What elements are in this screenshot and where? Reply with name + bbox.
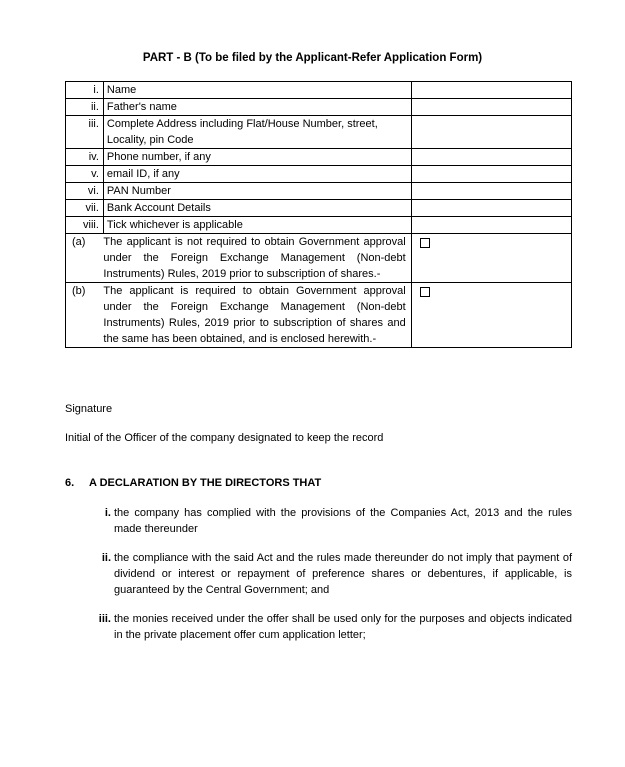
section-title: A DECLARATION BY THE DIRECTORS THAT: [89, 477, 322, 489]
row-number: vii.: [66, 200, 104, 217]
table-row: [66, 116, 572, 149]
row-number: vi.: [66, 183, 104, 200]
table-row: [66, 166, 572, 183]
item-number: ii.: [101, 552, 111, 564]
row-label: Phone number, if any: [103, 149, 411, 166]
table-row: [66, 200, 572, 217]
signature-label: Signature: [65, 403, 113, 415]
option-text: The applicant is not required to obtain Government approval under the Foreign Exchange Management (Non-debt Instruments) Rules, 2019 prior to subscription of shares.-: [103, 234, 411, 283]
item-text: the company has complied with the provisions of the Companies Act, 2013 and the rules made thereunder: [114, 507, 572, 535]
row-number: v.: [66, 166, 104, 183]
row-number: ii.: [66, 99, 104, 116]
phone-value-cell[interactable]: [411, 149, 571, 166]
option-number: (b): [66, 283, 104, 348]
row-label: PAN Number: [103, 183, 411, 200]
table-row: [66, 149, 572, 166]
row-number: iii.: [66, 116, 104, 149]
row-number: i.: [66, 82, 104, 99]
email-value-cell[interactable]: [411, 166, 571, 183]
item-number: iii.: [98, 613, 111, 625]
row-label: Tick whichever is applicable: [103, 217, 411, 234]
table-row: [66, 183, 572, 200]
section-number: 6.: [65, 477, 75, 489]
table-row: [66, 99, 572, 116]
row-label: Father's name: [103, 99, 411, 116]
row-label: email ID, if any: [103, 166, 411, 183]
option-row-a: [66, 234, 572, 283]
name-value-cell[interactable]: [411, 82, 571, 99]
row-number: iv.: [66, 149, 104, 166]
officer-initial-label: Initial of the Officer of the company designated to keep the record: [65, 432, 384, 444]
table-row: [66, 217, 572, 234]
address-value-cell[interactable]: [411, 116, 571, 149]
option-row-b: [66, 283, 572, 348]
item-text: the compliance with the said Act and the rules made thereunder do not imply that payment of dividend or interest or repayment of preference shares or debentures, if applicable, is guaranteed by the Central Government; and: [114, 552, 572, 596]
option-b-checkbox-cell: [411, 283, 571, 348]
option-number: (a): [66, 234, 104, 283]
row-label: Bank Account Details: [103, 200, 411, 217]
declaration-heading: [65, 477, 321, 489]
row-label: Name: [103, 82, 411, 99]
table-row: [66, 82, 572, 99]
tick-value-cell: [411, 217, 571, 234]
part-b-title: PART - B (To be filed by the Applicant-Refer Application Form): [142, 52, 483, 64]
option-text: The applicant is required to obtain Government approval under the Foreign Exchange Management (Non-debt Instruments) Rules, 2019 prior to subscription of shares and the same has been obtained, and is enclosed herewith.-: [103, 283, 411, 348]
pan-value-cell[interactable]: [411, 183, 571, 200]
row-number: viii.: [66, 217, 104, 234]
father-name-value-cell[interactable]: [411, 99, 571, 116]
row-label: Complete Address including Flat/House Number, street, Locality, pin Code: [103, 116, 411, 149]
bank-details-value-cell[interactable]: [411, 200, 571, 217]
option-a-checkbox[interactable]: [420, 238, 430, 248]
option-a-checkbox-cell: [411, 234, 571, 283]
option-b-checkbox[interactable]: [420, 287, 430, 297]
item-text: the monies received under the offer shall be used only for the purposes and objects indicated in the private placement offer cum application letter;: [114, 613, 572, 641]
applicant-details-table: [65, 81, 572, 348]
item-number: i.: [104, 507, 111, 519]
